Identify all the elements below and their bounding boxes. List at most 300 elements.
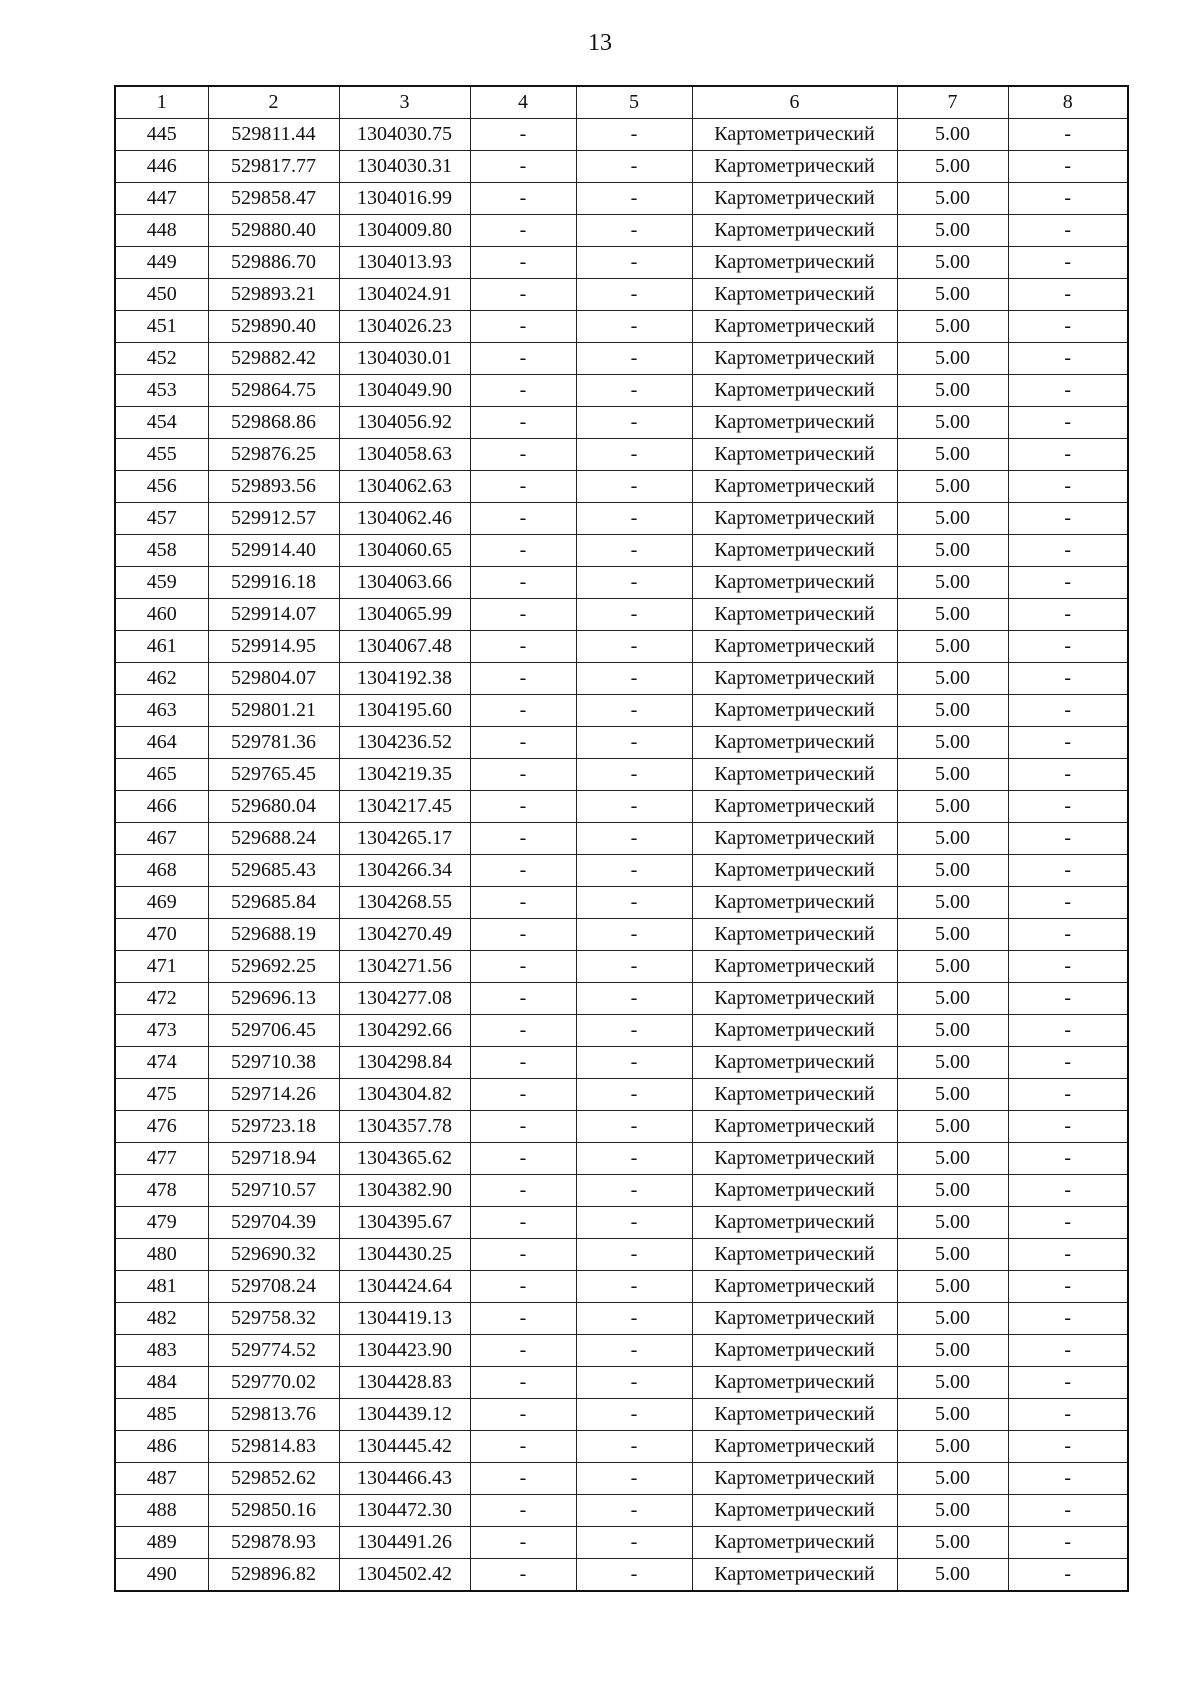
col5-cell: -: [576, 1239, 692, 1271]
table-row: [115, 1399, 1128, 1431]
accuracy-cell: 5.00: [897, 1431, 1008, 1463]
header-row: [115, 86, 1128, 119]
accuracy-cell: 5.00: [897, 311, 1008, 343]
column-header: 5: [576, 86, 692, 119]
col8-cell: -: [1008, 1431, 1128, 1463]
col8-cell: -: [1008, 1207, 1128, 1239]
accuracy-cell: 5.00: [897, 1271, 1008, 1303]
y-coordinate-cell: 1304016.99: [339, 183, 470, 215]
x-coordinate-cell: 529864.75: [208, 375, 339, 407]
accuracy-cell: 5.00: [897, 503, 1008, 535]
method-cell: Картометрический: [692, 1399, 897, 1431]
method-cell: Картометрический: [692, 791, 897, 823]
method-cell: Картометрический: [692, 1143, 897, 1175]
y-coordinate-cell: 1304357.78: [339, 1111, 470, 1143]
table-row: [115, 215, 1128, 247]
x-coordinate-cell: 529774.52: [208, 1335, 339, 1367]
col5-cell: -: [576, 759, 692, 791]
method-cell: Картометрический: [692, 247, 897, 279]
method-cell: Картометрический: [692, 759, 897, 791]
accuracy-cell: 5.00: [897, 247, 1008, 279]
col4-cell: -: [470, 1271, 576, 1303]
x-coordinate-cell: 529765.45: [208, 759, 339, 791]
col4-cell: -: [470, 1143, 576, 1175]
col4-cell: -: [470, 663, 576, 695]
col5-cell: -: [576, 1143, 692, 1175]
accuracy-cell: 5.00: [897, 183, 1008, 215]
table-row: [115, 183, 1128, 215]
col4-cell: -: [470, 1495, 576, 1527]
y-coordinate-cell: 1304424.64: [339, 1271, 470, 1303]
accuracy-cell: 5.00: [897, 1047, 1008, 1079]
y-coordinate-cell: 1304382.90: [339, 1175, 470, 1207]
table-row: [115, 1047, 1128, 1079]
table-row: [115, 1335, 1128, 1367]
point-number-cell: 486: [115, 1431, 208, 1463]
method-cell: Картометрический: [692, 1495, 897, 1527]
point-number-cell: 488: [115, 1495, 208, 1527]
y-coordinate-cell: 1304298.84: [339, 1047, 470, 1079]
x-coordinate-cell: 529850.16: [208, 1495, 339, 1527]
col8-cell: -: [1008, 855, 1128, 887]
method-cell: Картометрический: [692, 1431, 897, 1463]
col8-cell: -: [1008, 631, 1128, 663]
accuracy-cell: 5.00: [897, 1495, 1008, 1527]
col4-cell: -: [470, 119, 576, 151]
col8-cell: -: [1008, 535, 1128, 567]
col4-cell: -: [470, 1207, 576, 1239]
col4-cell: -: [470, 503, 576, 535]
table-row: [115, 855, 1128, 887]
method-cell: Картометрический: [692, 151, 897, 183]
method-cell: Картометрический: [692, 919, 897, 951]
point-number-cell: 473: [115, 1015, 208, 1047]
x-coordinate-cell: 529916.18: [208, 567, 339, 599]
col4-cell: -: [470, 407, 576, 439]
col4-cell: -: [470, 1015, 576, 1047]
table-row: [115, 695, 1128, 727]
col4-cell: -: [470, 1463, 576, 1495]
x-coordinate-cell: 529723.18: [208, 1111, 339, 1143]
table-row: [115, 1495, 1128, 1527]
accuracy-cell: 5.00: [897, 1335, 1008, 1367]
col4-cell: -: [470, 471, 576, 503]
col4-cell: -: [470, 759, 576, 791]
method-cell: Картометрический: [692, 407, 897, 439]
table-header: [115, 86, 1128, 119]
accuracy-cell: 5.00: [897, 1463, 1008, 1495]
col4-cell: -: [470, 983, 576, 1015]
point-number-cell: 457: [115, 503, 208, 535]
col4-cell: -: [470, 727, 576, 759]
page-number: 13: [588, 30, 612, 56]
col5-cell: -: [576, 151, 692, 183]
x-coordinate-cell: 529814.83: [208, 1431, 339, 1463]
accuracy-cell: 5.00: [897, 1079, 1008, 1111]
point-number-cell: 453: [115, 375, 208, 407]
table-row: [115, 375, 1128, 407]
table-row: [115, 311, 1128, 343]
col8-cell: -: [1008, 1175, 1128, 1207]
table-row: [115, 727, 1128, 759]
accuracy-cell: 5.00: [897, 855, 1008, 887]
point-number-cell: 450: [115, 279, 208, 311]
point-number-cell: 479: [115, 1207, 208, 1239]
col5-cell: -: [576, 1175, 692, 1207]
method-cell: Картометрический: [692, 215, 897, 247]
table-row: [115, 663, 1128, 695]
col8-cell: -: [1008, 1559, 1128, 1592]
col5-cell: -: [576, 663, 692, 695]
x-coordinate-cell: 529868.86: [208, 407, 339, 439]
col4-cell: -: [470, 919, 576, 951]
accuracy-cell: 5.00: [897, 279, 1008, 311]
col8-cell: -: [1008, 279, 1128, 311]
col5-cell: -: [576, 567, 692, 599]
col8-cell: -: [1008, 951, 1128, 983]
col8-cell: -: [1008, 663, 1128, 695]
x-coordinate-cell: 529858.47: [208, 183, 339, 215]
x-coordinate-cell: 529710.38: [208, 1047, 339, 1079]
point-number-cell: 456: [115, 471, 208, 503]
col5-cell: -: [576, 183, 692, 215]
table-row: [115, 535, 1128, 567]
accuracy-cell: 5.00: [897, 407, 1008, 439]
col4-cell: -: [470, 1559, 576, 1592]
y-coordinate-cell: 1304236.52: [339, 727, 470, 759]
col4-cell: -: [470, 1303, 576, 1335]
col5-cell: -: [576, 1527, 692, 1559]
col5-cell: -: [576, 1303, 692, 1335]
accuracy-cell: 5.00: [897, 471, 1008, 503]
col5-cell: -: [576, 119, 692, 151]
y-coordinate-cell: 1304219.35: [339, 759, 470, 791]
x-coordinate-cell: 529680.04: [208, 791, 339, 823]
x-coordinate-cell: 529692.25: [208, 951, 339, 983]
accuracy-cell: 5.00: [897, 1303, 1008, 1335]
point-number-cell: 451: [115, 311, 208, 343]
y-coordinate-cell: 1304013.93: [339, 247, 470, 279]
col8-cell: -: [1008, 695, 1128, 727]
y-coordinate-cell: 1304065.99: [339, 599, 470, 631]
col4-cell: -: [470, 183, 576, 215]
point-number-cell: 482: [115, 1303, 208, 1335]
col4-cell: -: [470, 1111, 576, 1143]
col8-cell: -: [1008, 1399, 1128, 1431]
point-number-cell: 449: [115, 247, 208, 279]
method-cell: Картометрический: [692, 375, 897, 407]
col4-cell: -: [470, 695, 576, 727]
point-number-cell: 480: [115, 1239, 208, 1271]
method-cell: Картометрический: [692, 535, 897, 567]
table-row: [115, 503, 1128, 535]
accuracy-cell: 5.00: [897, 823, 1008, 855]
col8-cell: -: [1008, 823, 1128, 855]
col4-cell: -: [470, 1527, 576, 1559]
y-coordinate-cell: 1304265.17: [339, 823, 470, 855]
y-coordinate-cell: 1304060.65: [339, 535, 470, 567]
table-row: [115, 1367, 1128, 1399]
col5-cell: -: [576, 919, 692, 951]
column-header: 8: [1008, 86, 1128, 119]
y-coordinate-cell: 1304466.43: [339, 1463, 470, 1495]
method-cell: Картометрический: [692, 599, 897, 631]
col8-cell: -: [1008, 471, 1128, 503]
point-number-cell: 447: [115, 183, 208, 215]
method-cell: Картометрический: [692, 471, 897, 503]
x-coordinate-cell: 529781.36: [208, 727, 339, 759]
x-coordinate-cell: 529811.44: [208, 119, 339, 151]
accuracy-cell: 5.00: [897, 1367, 1008, 1399]
table-row: [115, 1271, 1128, 1303]
point-number-cell: 454: [115, 407, 208, 439]
method-cell: Картометрический: [692, 1367, 897, 1399]
method-cell: Картометрический: [692, 1527, 897, 1559]
accuracy-cell: 5.00: [897, 1175, 1008, 1207]
x-coordinate-cell: 529688.19: [208, 919, 339, 951]
accuracy-cell: 5.00: [897, 1239, 1008, 1271]
col8-cell: -: [1008, 1111, 1128, 1143]
y-coordinate-cell: 1304063.66: [339, 567, 470, 599]
col8-cell: -: [1008, 1271, 1128, 1303]
col8-cell: -: [1008, 1335, 1128, 1367]
col5-cell: -: [576, 1399, 692, 1431]
table-row: [115, 247, 1128, 279]
table-row: [115, 1527, 1128, 1559]
y-coordinate-cell: 1304062.46: [339, 503, 470, 535]
col5-cell: -: [576, 279, 692, 311]
point-number-cell: 460: [115, 599, 208, 631]
method-cell: Картометрический: [692, 1463, 897, 1495]
y-coordinate-cell: 1304430.25: [339, 1239, 470, 1271]
col5-cell: -: [576, 1079, 692, 1111]
y-coordinate-cell: 1304266.34: [339, 855, 470, 887]
x-coordinate-cell: 529876.25: [208, 439, 339, 471]
y-coordinate-cell: 1304195.60: [339, 695, 470, 727]
table-row: [115, 1111, 1128, 1143]
col8-cell: -: [1008, 1527, 1128, 1559]
col8-cell: -: [1008, 599, 1128, 631]
table-row: [115, 791, 1128, 823]
col4-cell: -: [470, 535, 576, 567]
point-number-cell: 445: [115, 119, 208, 151]
x-coordinate-cell: 529886.70: [208, 247, 339, 279]
y-coordinate-cell: 1304217.45: [339, 791, 470, 823]
y-coordinate-cell: 1304491.26: [339, 1527, 470, 1559]
col8-cell: -: [1008, 1143, 1128, 1175]
table-row: [115, 759, 1128, 791]
x-coordinate-cell: 529813.76: [208, 1399, 339, 1431]
col4-cell: -: [470, 279, 576, 311]
y-coordinate-cell: 1304009.80: [339, 215, 470, 247]
x-coordinate-cell: 529896.82: [208, 1559, 339, 1592]
column-header: 6: [692, 86, 897, 119]
method-cell: Картометрический: [692, 279, 897, 311]
col8-cell: -: [1008, 343, 1128, 375]
col8-cell: -: [1008, 375, 1128, 407]
x-coordinate-cell: 529688.24: [208, 823, 339, 855]
accuracy-cell: 5.00: [897, 663, 1008, 695]
method-cell: Картометрический: [692, 503, 897, 535]
y-coordinate-cell: 1304502.42: [339, 1559, 470, 1592]
point-number-cell: 490: [115, 1559, 208, 1592]
method-cell: Картометрический: [692, 887, 897, 919]
x-coordinate-cell: 529718.94: [208, 1143, 339, 1175]
col8-cell: -: [1008, 919, 1128, 951]
point-number-cell: 477: [115, 1143, 208, 1175]
point-number-cell: 458: [115, 535, 208, 567]
col4-cell: -: [470, 1239, 576, 1271]
y-coordinate-cell: 1304062.63: [339, 471, 470, 503]
table-row: [115, 1239, 1128, 1271]
col8-cell: -: [1008, 759, 1128, 791]
col4-cell: -: [470, 855, 576, 887]
table-row: [115, 1079, 1128, 1111]
point-number-cell: 489: [115, 1527, 208, 1559]
x-coordinate-cell: 529704.39: [208, 1207, 339, 1239]
point-number-cell: 475: [115, 1079, 208, 1111]
column-header: 1: [115, 86, 208, 119]
x-coordinate-cell: 529696.13: [208, 983, 339, 1015]
method-cell: Картометрический: [692, 983, 897, 1015]
col5-cell: -: [576, 727, 692, 759]
col4-cell: -: [470, 631, 576, 663]
col5-cell: -: [576, 1367, 692, 1399]
column-header: 4: [470, 86, 576, 119]
table-row: [115, 1175, 1128, 1207]
col5-cell: -: [576, 1207, 692, 1239]
col5-cell: -: [576, 983, 692, 1015]
method-cell: Картометрический: [692, 183, 897, 215]
x-coordinate-cell: 529714.26: [208, 1079, 339, 1111]
table-row: [115, 1015, 1128, 1047]
col8-cell: -: [1008, 983, 1128, 1015]
col8-cell: -: [1008, 1367, 1128, 1399]
col5-cell: -: [576, 311, 692, 343]
x-coordinate-cell: 529893.21: [208, 279, 339, 311]
point-number-cell: 468: [115, 855, 208, 887]
col8-cell: -: [1008, 887, 1128, 919]
method-cell: Картометрический: [692, 567, 897, 599]
method-cell: Картометрический: [692, 1303, 897, 1335]
y-coordinate-cell: 1304395.67: [339, 1207, 470, 1239]
point-number-cell: 465: [115, 759, 208, 791]
x-coordinate-cell: 529690.32: [208, 1239, 339, 1271]
y-coordinate-cell: 1304026.23: [339, 311, 470, 343]
method-cell: Картометрический: [692, 1271, 897, 1303]
accuracy-cell: 5.00: [897, 535, 1008, 567]
col8-cell: -: [1008, 247, 1128, 279]
y-coordinate-cell: 1304049.90: [339, 375, 470, 407]
point-number-cell: 464: [115, 727, 208, 759]
method-cell: Картометрический: [692, 727, 897, 759]
y-coordinate-cell: 1304024.91: [339, 279, 470, 311]
point-number-cell: 472: [115, 983, 208, 1015]
accuracy-cell: 5.00: [897, 151, 1008, 183]
col4-cell: -: [470, 823, 576, 855]
point-number-cell: 471: [115, 951, 208, 983]
col4-cell: -: [470, 791, 576, 823]
point-number-cell: 446: [115, 151, 208, 183]
x-coordinate-cell: 529878.93: [208, 1527, 339, 1559]
col4-cell: -: [470, 1431, 576, 1463]
method-cell: Картометрический: [692, 663, 897, 695]
col5-cell: -: [576, 343, 692, 375]
col5-cell: -: [576, 439, 692, 471]
col4-cell: -: [470, 215, 576, 247]
table-row: [115, 567, 1128, 599]
table-row: [115, 119, 1128, 151]
col5-cell: -: [576, 855, 692, 887]
table-row: [115, 1463, 1128, 1495]
col8-cell: -: [1008, 151, 1128, 183]
x-coordinate-cell: 529801.21: [208, 695, 339, 727]
table-body: [115, 119, 1128, 1592]
x-coordinate-cell: 529685.84: [208, 887, 339, 919]
method-cell: Картометрический: [692, 855, 897, 887]
table-row: [115, 151, 1128, 183]
column-header: 7: [897, 86, 1008, 119]
x-coordinate-cell: 529912.57: [208, 503, 339, 535]
table-row: [115, 887, 1128, 919]
method-cell: Картометрический: [692, 439, 897, 471]
table-row: [115, 983, 1128, 1015]
table-row: [115, 279, 1128, 311]
point-number-cell: 487: [115, 1463, 208, 1495]
accuracy-cell: 5.00: [897, 567, 1008, 599]
accuracy-cell: 5.00: [897, 375, 1008, 407]
y-coordinate-cell: 1304445.42: [339, 1431, 470, 1463]
col5-cell: -: [576, 887, 692, 919]
y-coordinate-cell: 1304192.38: [339, 663, 470, 695]
column-header: 3: [339, 86, 470, 119]
table-row: [115, 407, 1128, 439]
col8-cell: -: [1008, 439, 1128, 471]
accuracy-cell: 5.00: [897, 599, 1008, 631]
col5-cell: -: [576, 1111, 692, 1143]
point-number-cell: 452: [115, 343, 208, 375]
y-coordinate-cell: 1304428.83: [339, 1367, 470, 1399]
col5-cell: -: [576, 247, 692, 279]
point-number-cell: 461: [115, 631, 208, 663]
method-cell: Картометрический: [692, 1239, 897, 1271]
y-coordinate-cell: 1304030.31: [339, 151, 470, 183]
point-number-cell: 469: [115, 887, 208, 919]
y-coordinate-cell: 1304067.48: [339, 631, 470, 663]
col5-cell: -: [576, 375, 692, 407]
coordinates-table: [114, 85, 1129, 1592]
y-coordinate-cell: 1304304.82: [339, 1079, 470, 1111]
x-coordinate-cell: 529708.24: [208, 1271, 339, 1303]
method-cell: Картометрический: [692, 951, 897, 983]
col8-cell: -: [1008, 1495, 1128, 1527]
table-row: [115, 599, 1128, 631]
table-row: [115, 919, 1128, 951]
y-coordinate-cell: 1304058.63: [339, 439, 470, 471]
col5-cell: -: [576, 471, 692, 503]
col5-cell: -: [576, 1495, 692, 1527]
x-coordinate-cell: 529882.42: [208, 343, 339, 375]
point-number-cell: 476: [115, 1111, 208, 1143]
col4-cell: -: [470, 151, 576, 183]
y-coordinate-cell: 1304472.30: [339, 1495, 470, 1527]
col5-cell: -: [576, 631, 692, 663]
x-coordinate-cell: 529706.45: [208, 1015, 339, 1047]
y-coordinate-cell: 1304439.12: [339, 1399, 470, 1431]
x-coordinate-cell: 529890.40: [208, 311, 339, 343]
col5-cell: -: [576, 695, 692, 727]
col5-cell: -: [576, 823, 692, 855]
